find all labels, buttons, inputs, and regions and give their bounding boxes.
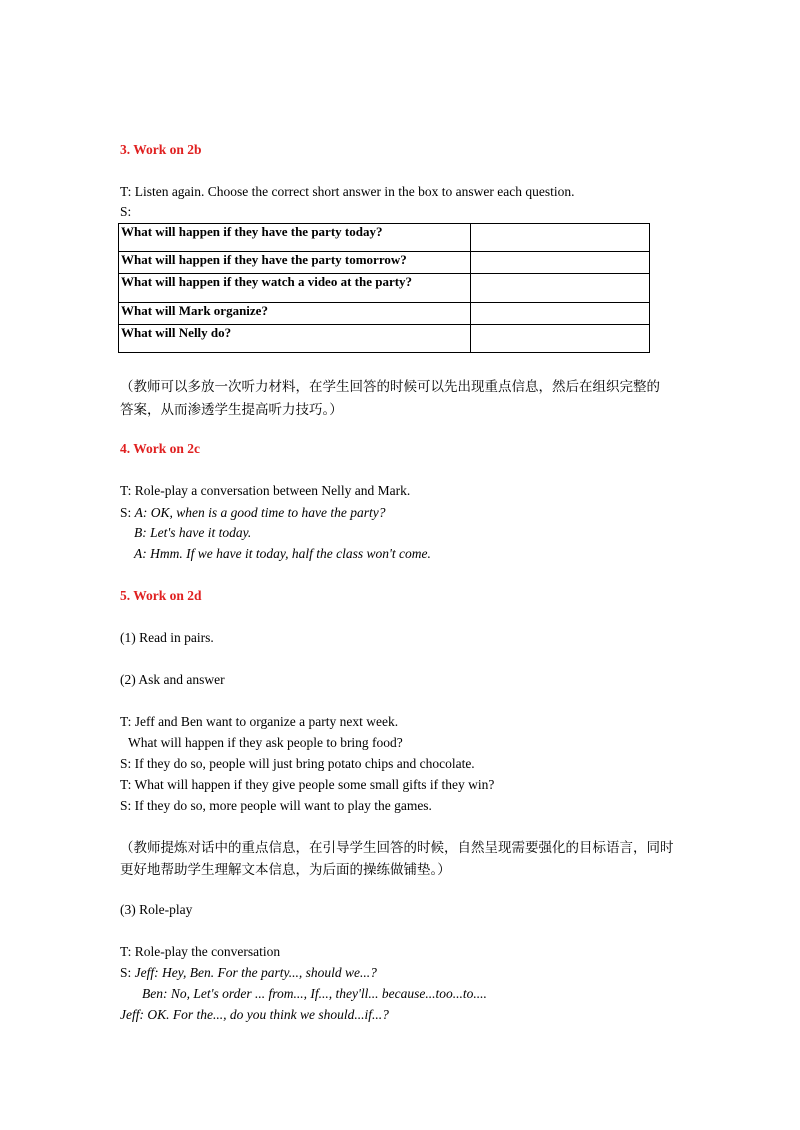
section-3-teacher-line: T: Listen again. Choose the correct short answer in the box to answer each question. [120, 184, 575, 199]
section-5-teacher-line-1b: What will happen if they ask people to bring food? [128, 735, 403, 750]
section-5-step-1: (1) Read in pairs. [120, 630, 214, 645]
answer-cell [470, 224, 649, 252]
dialogue-text: Jeff: Hey, Ben. For the party..., should we...? [134, 965, 377, 980]
section-4-heading: 4. Work on 2c [120, 441, 201, 456]
answer-cell [470, 303, 649, 325]
table-row [119, 224, 650, 252]
section-3-note-line-1: （教师可以多放一次听力材料，在学生回答的时候可以先出现重点信息，然后在组织完整的 [120, 379, 660, 395]
section-5-roleplay-line-1 [120, 965, 377, 981]
section-5-teacher-line-2: T: What will happen if they give people some small gifts if they win? [120, 777, 495, 792]
section-5-student-line-2: S: If they do so, more people will want to play the games. [120, 798, 432, 813]
section-5-step-2: (2) Ask and answer [120, 672, 225, 687]
answer-cell [470, 252, 649, 274]
section-5-roleplay-line-3: Jeff: OK. For the..., do you think we should...if...? [120, 1007, 389, 1022]
table-row [119, 274, 650, 303]
table-row [119, 252, 650, 274]
section-5-note-line-2: 更好地帮助学生理解文本信息，为后面的操练做铺垫。） [120, 862, 451, 878]
question-cell: What will happen if they watch a video at the party? [119, 274, 471, 303]
section-5-heading: 5. Work on 2d [120, 588, 202, 603]
section-5-student-line-1: S: If they do so, people will just bring potato chips and chocolate. [120, 756, 475, 771]
section-5-step-3: (3) Role-play [120, 902, 193, 917]
question-cell: What will happen if they have the party tomorrow? [119, 252, 471, 274]
table-row [119, 325, 650, 353]
student-prefix: S: [120, 505, 135, 520]
question-cell: What will Mark organize? [119, 303, 471, 325]
section-4-teacher-line: T: Role-play a conversation between Nelly and Mark. [120, 483, 411, 498]
section-5-teacher-line-1: T: Jeff and Ben want to organize a party next week. [120, 714, 399, 729]
answer-cell [470, 274, 649, 303]
dialogue-text: A: OK, when is a good time to have the party? [134, 505, 386, 520]
answer-table [118, 223, 650, 353]
question-cell: What will Nelly do? [119, 325, 471, 353]
table-row [119, 303, 650, 325]
question-cell: What will happen if they have the party today? [119, 224, 471, 252]
section-3-student-line: S: [120, 204, 132, 219]
section-4-dialogue-line-2: B: Let's have it today. [134, 525, 252, 540]
section-4-dialogue-line-3: A: Hmm. If we have it today, half the class won't come. [134, 546, 431, 561]
section-5-roleplay-line-2: Ben: No, Let's order ... from..., If..., they'll... because...too...to.... [142, 986, 487, 1001]
section-5-note-line-1: （教师提炼对话中的重点信息，在引导学生回答的时候，自然呈现需要强化的目标语言，同时 [120, 840, 674, 856]
section-3-heading: 3. Work on 2b [120, 142, 202, 157]
answer-cell [470, 325, 649, 353]
section-5-teacher-line-3: T: Role-play the conversation [120, 944, 281, 959]
student-prefix: S: [120, 965, 135, 980]
section-4-dialogue-line-1 [120, 505, 385, 521]
section-3-note-line-2: 答案，从而渗透学生提高听力技巧。） [120, 402, 343, 418]
